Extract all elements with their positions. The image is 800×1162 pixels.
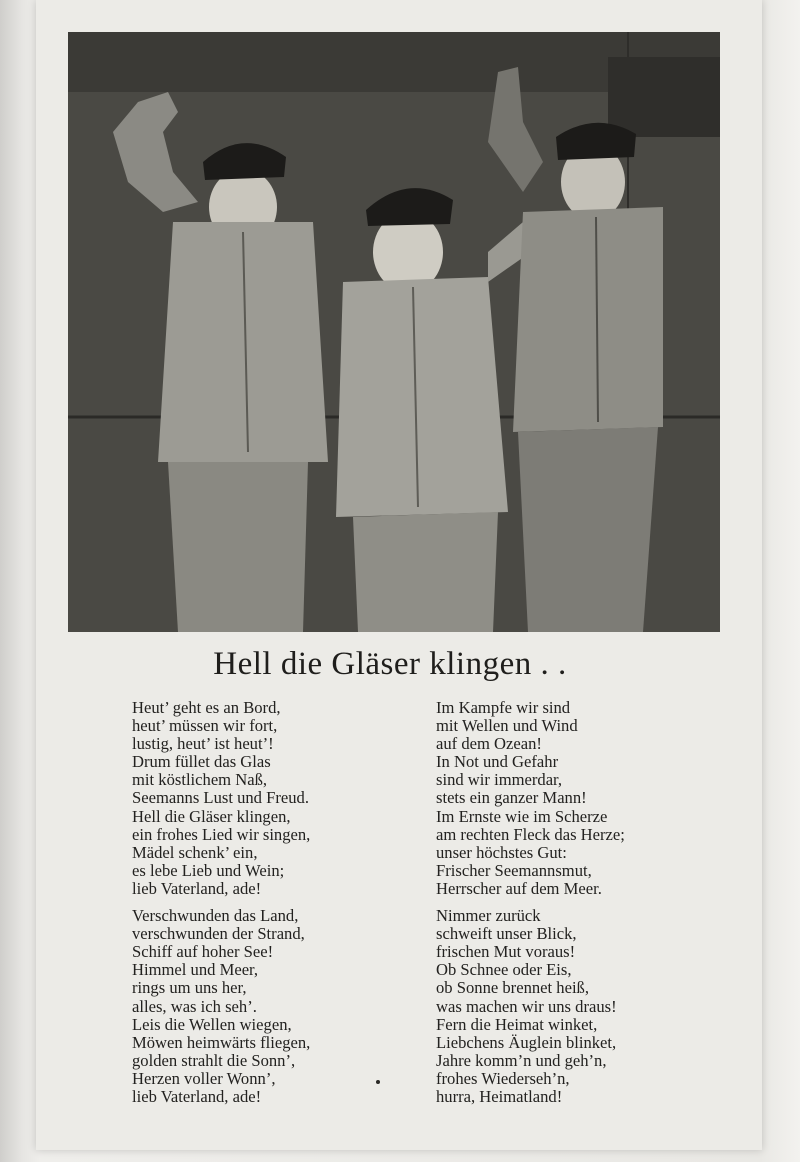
lyric-line: ob Sonne brennet heiß, <box>436 978 589 998</box>
lyric-line: frohes Wiederseh’n, <box>436 1068 570 1088</box>
lyric-line: Verschwunden das Land, <box>132 906 299 926</box>
lyric-line: Mädel schenk’ ein, <box>132 842 258 862</box>
lyric-line: Liebchens Äuglein blinket, <box>436 1032 617 1052</box>
lyric-line: Hell die Gläser klingen, <box>132 806 291 826</box>
lyric-line: unser höchstes Gut: <box>436 842 567 862</box>
lyric-line: Schiff auf hoher See! <box>132 942 274 962</box>
lyric-line: Leis die Wellen wiegen, <box>132 1014 292 1034</box>
lyric-line: Heut’ geht es an Bord, <box>132 698 281 717</box>
ink-dot <box>376 1080 380 1084</box>
lyric-line: lustig, heut’ ist heut’! <box>132 734 274 754</box>
lyric-line: Ob Schnee oder Eis, <box>436 960 572 980</box>
lyric-line: frischen Mut voraus! <box>436 942 576 962</box>
lyric-line: alles, was ich seh’. <box>132 996 257 1016</box>
lyric-line: Im Ernste wie im Scherze <box>436 806 608 826</box>
sailors-photograph <box>68 32 720 632</box>
lyric-line: In Not und Gefahr <box>436 752 559 772</box>
lyric-line: lieb Vaterland, ade! <box>132 1086 262 1106</box>
lyrics-left-column <box>132 699 422 1115</box>
stanza <box>436 699 736 898</box>
lyric-line: es lebe Lieb und Wein; <box>132 860 285 880</box>
lyric-line: mit Wellen und Wind <box>436 716 578 736</box>
lyric-line: stets ein ganzer Mann! <box>436 788 587 808</box>
lyric-line: Seemanns Lust und Freud. <box>132 788 309 808</box>
lyric-line: heut’ müssen wir fort, <box>132 716 278 736</box>
lyric-line: Herrscher auf dem Meer. <box>436 878 602 898</box>
lyric-line: Jahre komm’n und geh’n, <box>436 1050 607 1070</box>
lyric-line: Frischer Seemannsmut, <box>436 860 592 880</box>
lyric-line: Nimmer zurück <box>436 906 541 926</box>
lyric-line: was machen wir uns draus! <box>436 996 617 1016</box>
lyric-line: mit köstlichem Naß, <box>132 770 268 790</box>
lyric-line: Herzen voller Wonn’, <box>132 1068 276 1088</box>
lyric-line: schweift unser Blick, <box>436 924 577 944</box>
lyric-line: hurra, Heimatland! <box>436 1086 563 1106</box>
lyric-line: Himmel und Meer, <box>132 960 259 980</box>
stanza <box>436 907 736 1106</box>
lyric-line: golden strahlt die Sonn’, <box>132 1050 296 1070</box>
lyric-line: Möwen heimwärts fliegen, <box>132 1032 311 1052</box>
lyrics-right-column <box>436 699 736 1115</box>
lyric-line: Fern die Heimat winket, <box>436 1014 598 1034</box>
lyric-line: ein frohes Lied wir singen, <box>132 824 311 844</box>
lyric-line: rings um uns her, <box>132 978 247 998</box>
stanza <box>132 907 422 1106</box>
stanza <box>132 699 422 898</box>
lyric-line: lieb Vaterland, ade! <box>132 878 262 898</box>
song-title: Hell die Gläser klingen . . <box>213 646 567 682</box>
lyric-line: verschwunden der Strand, <box>132 924 305 944</box>
lyric-line: Drum füllet das Glas <box>132 752 271 772</box>
lyric-line: Im Kampfe wir sind <box>436 698 571 717</box>
lyric-line: auf dem Ozean! <box>436 734 542 754</box>
lyric-line: sind wir immerdar, <box>436 770 563 790</box>
lyric-line: am rechten Fleck das Herze; <box>436 824 625 844</box>
